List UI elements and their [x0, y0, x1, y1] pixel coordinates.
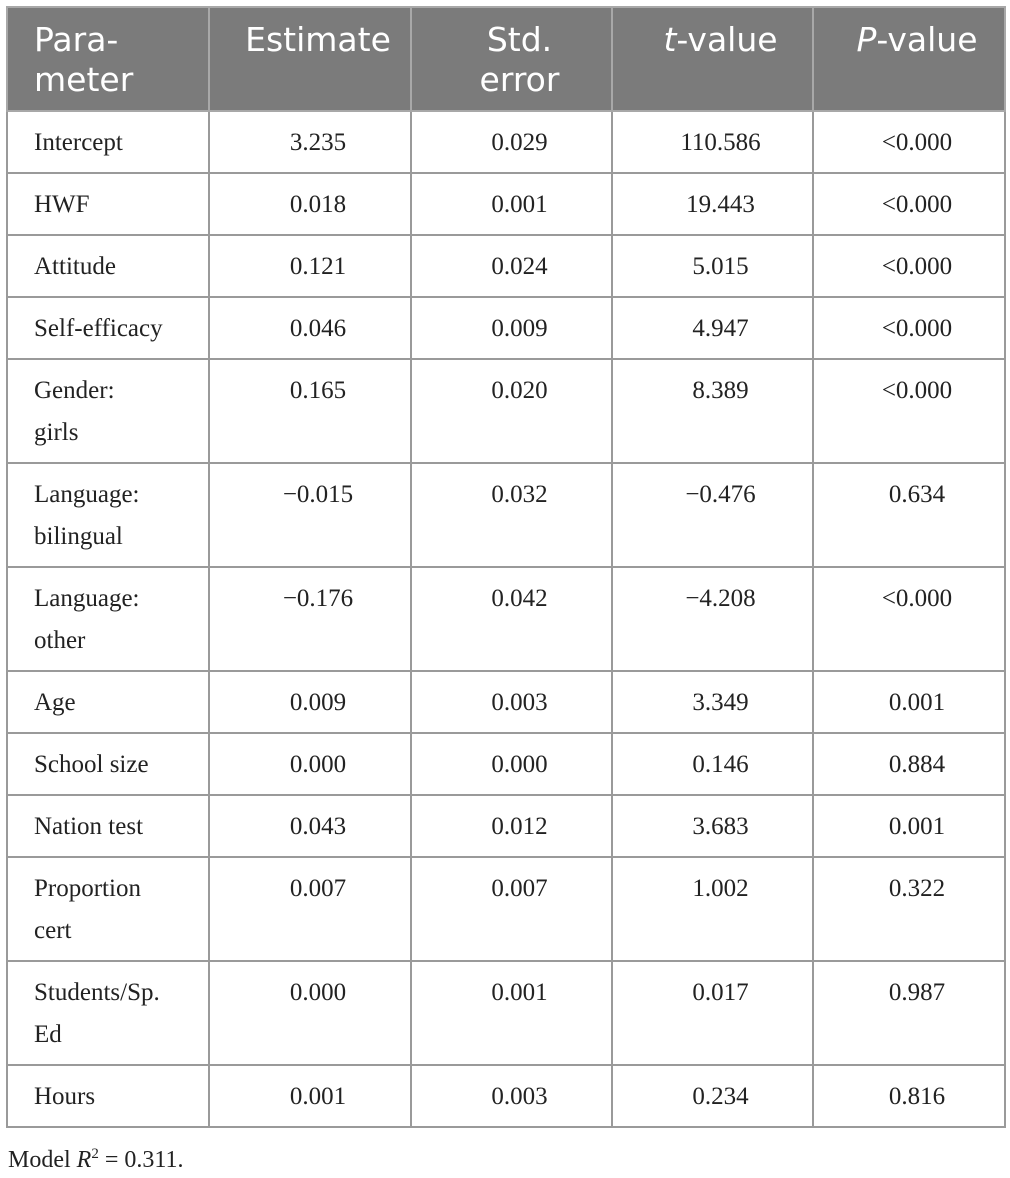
cell-t-value: 110.586 — [612, 111, 813, 173]
cell-parameter: Nation test — [7, 795, 209, 857]
cell-std-error: 0.003 — [411, 1065, 612, 1127]
cell-p-value: <0.000 — [813, 111, 1005, 173]
cell-estimate: 0.001 — [209, 1065, 411, 1127]
cell-std-error: 0.001 — [411, 961, 612, 1065]
cell-p-value: 0.884 — [813, 733, 1005, 795]
cell-t-value: 4.947 — [612, 297, 813, 359]
cell-t-value: 8.389 — [612, 359, 813, 463]
cell-p-value: 0.816 — [813, 1065, 1005, 1127]
table-row — [7, 1065, 1005, 1127]
cell-std-error: 0.042 — [411, 567, 612, 671]
cell-estimate: −0.015 — [209, 463, 411, 567]
cell-estimate: 0.043 — [209, 795, 411, 857]
cell-p-value: <0.000 — [813, 297, 1005, 359]
header-std-error: Std. error — [411, 7, 612, 111]
cell-parameter: School size — [7, 733, 209, 795]
header-p-value: P-value — [813, 7, 1005, 111]
cell-t-value: −0.476 — [612, 463, 813, 567]
cell-parameter: Intercept — [7, 111, 209, 173]
cell-t-value: 3.349 — [612, 671, 813, 733]
table-row — [7, 795, 1005, 857]
cell-t-value: 0.017 — [612, 961, 813, 1065]
regression-table — [6, 6, 1006, 1128]
cell-p-value: <0.000 — [813, 567, 1005, 671]
cell-t-value: 0.234 — [612, 1065, 813, 1127]
cell-std-error: 0.009 — [411, 297, 612, 359]
table-row — [7, 567, 1005, 671]
table-row — [7, 671, 1005, 733]
cell-estimate: 0.165 — [209, 359, 411, 463]
cell-estimate: 0.000 — [209, 961, 411, 1065]
cell-std-error: 0.001 — [411, 173, 612, 235]
cell-std-error: 0.003 — [411, 671, 612, 733]
cell-t-value: 1.002 — [612, 857, 813, 961]
cell-std-error: 0.029 — [411, 111, 612, 173]
cell-parameter: Hours — [7, 1065, 209, 1127]
cell-std-error: 0.024 — [411, 235, 612, 297]
cell-p-value: <0.000 — [813, 359, 1005, 463]
cell-parameter: Language: other — [7, 567, 209, 671]
model-note: Model $R^2 = 0.311$. — [8, 1146, 184, 1173]
cell-parameter: Language: bilingual — [7, 463, 209, 567]
table-row — [7, 359, 1005, 463]
cell-estimate: 0.018 — [209, 173, 411, 235]
header-row — [7, 7, 1005, 111]
cell-parameter: Self-efficacy — [7, 297, 209, 359]
table-body — [7, 111, 1005, 1127]
cell-std-error: 0.020 — [411, 359, 612, 463]
cell-t-value: 19.443 — [612, 173, 813, 235]
cell-std-error: 0.000 — [411, 733, 612, 795]
cell-estimate: 0.000 — [209, 733, 411, 795]
cell-t-value: −4.208 — [612, 567, 813, 671]
header-parameter: Para- meter — [7, 7, 209, 111]
header-t-value: t-value — [612, 7, 813, 111]
table-row — [7, 961, 1005, 1065]
cell-t-value: 0.146 — [612, 733, 813, 795]
cell-p-value: 0.001 — [813, 795, 1005, 857]
table-row — [7, 857, 1005, 961]
cell-std-error: 0.007 — [411, 857, 612, 961]
cell-p-value: 0.322 — [813, 857, 1005, 961]
cell-parameter: Proportion cert — [7, 857, 209, 961]
cell-t-value: 3.683 — [612, 795, 813, 857]
cell-t-value: 5.015 — [612, 235, 813, 297]
table-row — [7, 463, 1005, 567]
regression-table-container — [6, 6, 1004, 1128]
cell-p-value: 0.987 — [813, 961, 1005, 1065]
table-row — [7, 235, 1005, 297]
cell-parameter: Attitude — [7, 235, 209, 297]
cell-estimate: 0.121 — [209, 235, 411, 297]
cell-p-value: 0.001 — [813, 671, 1005, 733]
table-row — [7, 111, 1005, 173]
cell-estimate: −0.176 — [209, 567, 411, 671]
cell-estimate: 0.009 — [209, 671, 411, 733]
cell-p-value: <0.000 — [813, 173, 1005, 235]
cell-std-error: 0.012 — [411, 795, 612, 857]
header-estimate: Estimate — [209, 7, 411, 111]
cell-parameter: HWF — [7, 173, 209, 235]
cell-p-value: <0.000 — [813, 235, 1005, 297]
cell-std-error: 0.032 — [411, 463, 612, 567]
table-header — [7, 7, 1005, 111]
cell-parameter: Students/Sp. Ed — [7, 961, 209, 1065]
cell-estimate: 0.007 — [209, 857, 411, 961]
cell-p-value: 0.634 — [813, 463, 1005, 567]
table-row — [7, 173, 1005, 235]
cell-parameter: Gender: girls — [7, 359, 209, 463]
cell-estimate: 3.235 — [209, 111, 411, 173]
table-row — [7, 297, 1005, 359]
table-row — [7, 733, 1005, 795]
cell-parameter: Age — [7, 671, 209, 733]
cell-estimate: 0.046 — [209, 297, 411, 359]
